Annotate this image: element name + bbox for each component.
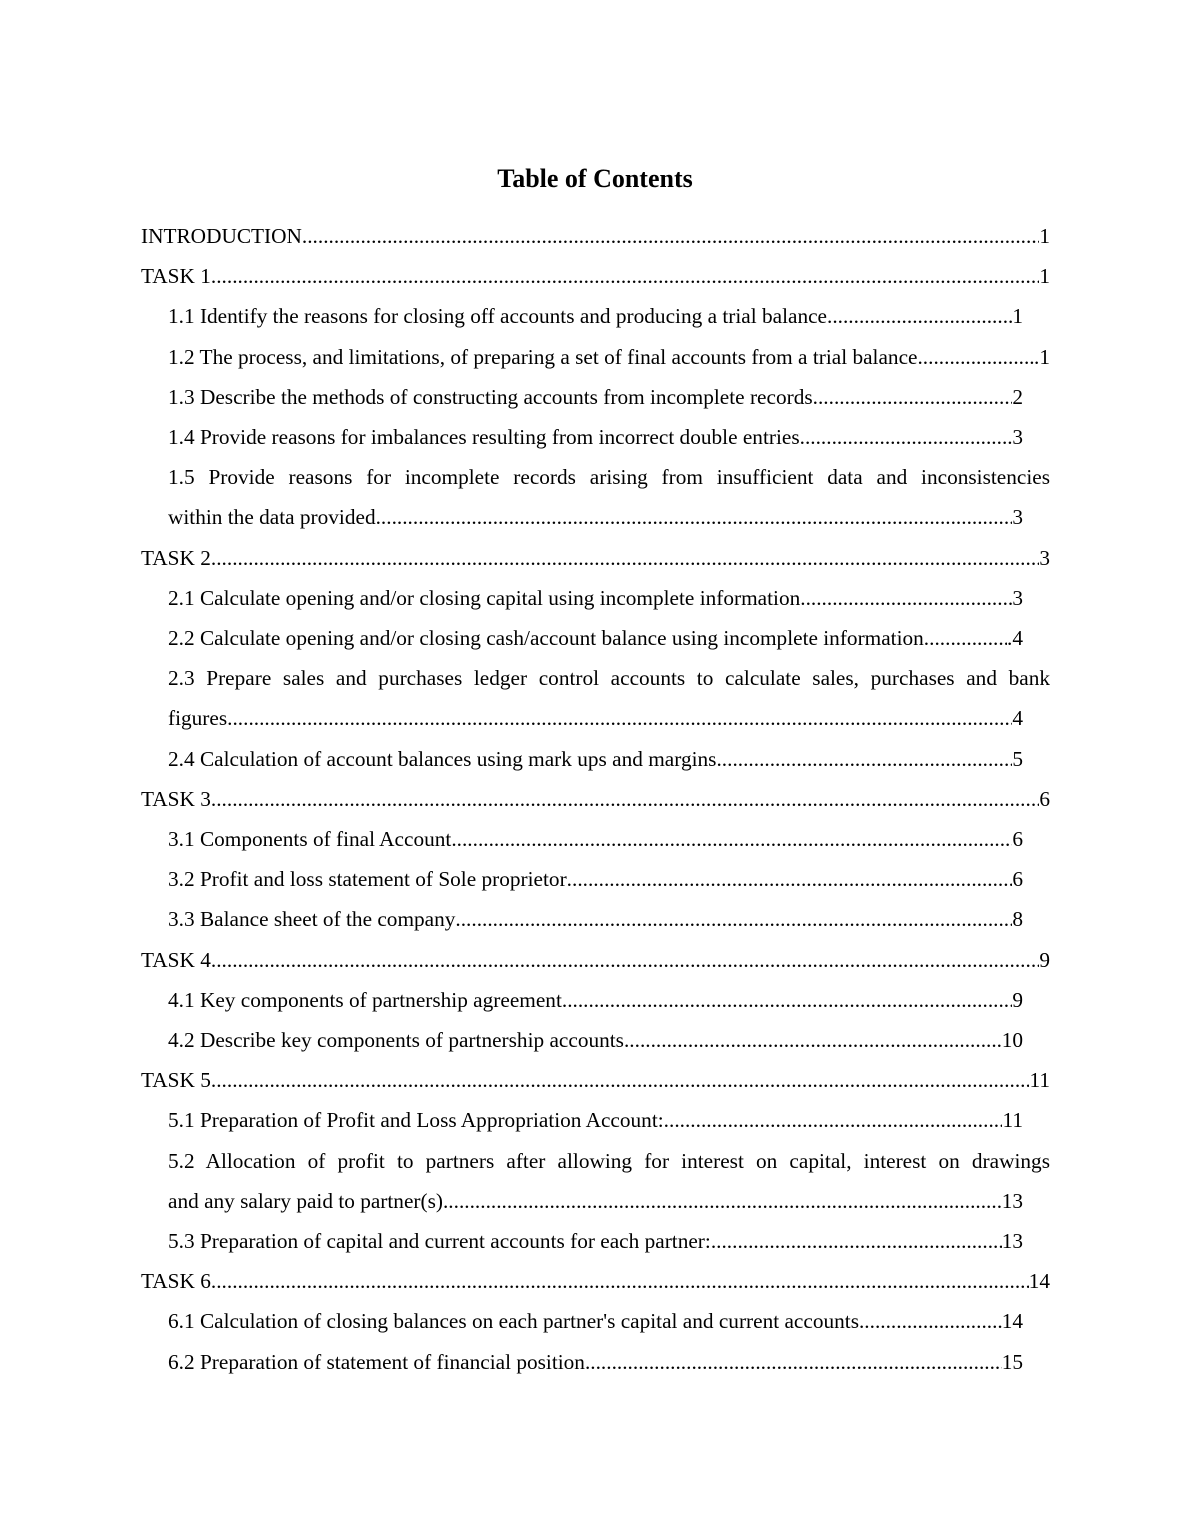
toc-entry-text: 1.1 Identify the reasons for closing off accounts and producing a trial balance: [168, 304, 827, 329]
toc-entry[interactable]: [168, 417, 1023, 457]
dot-leader: [859, 1301, 1002, 1341]
toc-entry-line: [141, 256, 1050, 296]
toc-entry-line: [168, 417, 1023, 457]
toc-entry-line: [168, 739, 1023, 779]
toc-entry[interactable]: [168, 899, 1023, 939]
toc-entry[interactable]: [168, 578, 1023, 618]
toc-entry[interactable]: [168, 1342, 1023, 1382]
toc-entry[interactable]: [168, 337, 1050, 377]
dot-leader: [455, 899, 1012, 939]
toc-entry-text: 1.2 The process, and limitations, of preparing a set of final accounts from a trial balance..: [168, 344, 929, 369]
dot-leader: [711, 1221, 1002, 1261]
toc-entry-page-number: 2: [1012, 384, 1023, 409]
toc-entry-page-number: 11: [1029, 1068, 1050, 1093]
toc-entry[interactable]: [168, 1100, 1023, 1140]
toc-entry-line: [168, 1342, 1023, 1382]
dot-leader: [211, 538, 1039, 578]
toc-entry-text: 4.1 Key components of partnership agreement: [168, 987, 562, 1012]
toc-entry[interactable]: [141, 216, 1050, 256]
toc-entry-text: 2.4 Calculation of account balances using mark ups and margins: [168, 746, 717, 771]
toc-entry-text: 3.1 Components of final Account: [168, 827, 452, 851]
dot-leader: [227, 698, 1012, 738]
toc-entry-page-number: 8: [1012, 907, 1023, 932]
toc-entry-line: [168, 377, 1023, 417]
toc-entry-page-number: 6: [1012, 867, 1023, 892]
toc-entry-line: [168, 1221, 1023, 1261]
toc-entry-page-number: 10: [1001, 1028, 1023, 1052]
toc-entry-page-number: 4: [1012, 706, 1023, 731]
dot-leader: [928, 337, 1034, 377]
toc-entry-line: [141, 1261, 1050, 1301]
toc-entry[interactable]: [168, 377, 1023, 417]
dot-leader: [211, 256, 1039, 296]
toc-entry-line: [168, 899, 1023, 939]
toc-entry-page-number: 3: [1039, 545, 1050, 570]
toc-entry-line: [168, 1020, 1023, 1060]
toc-title: Table of Contents: [497, 164, 693, 193]
toc-entry-page-number: 14: [1028, 1269, 1050, 1294]
toc-entry-page-number: 5: [1012, 746, 1023, 771]
toc-entry-line: [168, 1301, 1023, 1341]
toc-entry-text: TASK 4: [141, 947, 211, 972]
toc-entry-line: [141, 216, 1050, 256]
toc-entry-text: 3.2 Profit and loss statement of Sole proprietor: [168, 867, 567, 892]
toc-entry-page-number: 3: [1012, 505, 1023, 530]
dot-leader: [211, 1060, 1030, 1100]
toc-entry-text: 2.2 Calculate opening and/or closing cash/account balance using incomplete information.: [168, 626, 930, 650]
dot-leader: [211, 779, 1039, 819]
toc-entry-text: 3.3 Balance sheet of the company: [168, 907, 456, 932]
toc-entry-page-number: 3: [1012, 425, 1023, 449]
toc-entry-page-number: 1: [1039, 224, 1050, 248]
toc-entry[interactable]: [141, 779, 1050, 819]
toc-entry-page-number: .1: [1034, 344, 1050, 369]
toc-entry-page-number: 6: [1012, 827, 1023, 851]
dot-leader: [585, 1342, 1002, 1382]
toc-entry-line: [168, 1181, 1023, 1221]
toc-entry-text: TASK 3: [141, 786, 211, 811]
toc-entry-line: [168, 859, 1023, 899]
toc-entry-line: [168, 819, 1023, 859]
toc-entry-text: 6.1 Calculation of closing balances on each partner's capital and current accounts: [168, 1309, 859, 1334]
dot-leader: [800, 578, 1012, 618]
toc-entry-line: [168, 337, 1050, 377]
toc-entry-text: within the data provided: [168, 505, 376, 530]
toc-entry[interactable]: [168, 457, 1050, 537]
dot-leader: [562, 980, 1012, 1020]
toc-entry[interactable]: [168, 739, 1023, 779]
toc-entry[interactable]: [168, 618, 1023, 658]
dot-leader: [827, 296, 1012, 336]
dot-leader: [211, 1261, 1029, 1301]
toc-entry-text: 6.2 Preparation of statement of financial position: [168, 1349, 585, 1374]
toc-entry[interactable]: [141, 256, 1050, 296]
toc-entry-page-number: 14: [1001, 1309, 1023, 1334]
toc-entry-text: 1.4 Provide reasons for imbalances resulting from incorrect double entries: [168, 425, 800, 449]
dot-leader: [624, 1020, 1002, 1060]
toc-entry-text: INTRODUCTION: [141, 224, 302, 248]
toc-entry-text: 5.3 Preparation of capital and current accounts for each partner:: [168, 1229, 711, 1253]
toc-entry[interactable]: [168, 1141, 1050, 1221]
toc-entry[interactable]: [168, 980, 1023, 1020]
toc-entry-page-number: 13: [1001, 1229, 1023, 1253]
dot-leader: [716, 739, 1012, 779]
toc-entry[interactable]: [141, 940, 1050, 980]
toc-entry-text: 4.2 Describe key components of partnership accounts: [168, 1028, 624, 1052]
toc-entry[interactable]: [168, 658, 1050, 738]
toc-entry[interactable]: [141, 1261, 1050, 1301]
toc-entry[interactable]: [168, 1020, 1023, 1060]
dot-leader: [813, 377, 1013, 417]
toc-entry-text: TASK 6: [141, 1269, 211, 1294]
toc-entry-line: [141, 538, 1050, 578]
toc-entry-first-line: 1.5 Provide reasons for incomplete records arising from insufficient data and inconsistencies: [168, 465, 1050, 490]
toc-entry-line: [141, 1060, 1050, 1100]
dot-leader: [567, 859, 1013, 899]
toc-entry-page-number: 15: [1001, 1349, 1023, 1374]
toc-entry-line: [141, 779, 1050, 819]
toc-entry-page-number: .4: [1007, 626, 1023, 650]
toc-entry-line: [168, 1100, 1023, 1140]
dot-leader: [664, 1100, 1003, 1140]
toc-entry-text: 5.1 Preparation of Profit and Loss Appropriation Account:: [168, 1108, 664, 1133]
toc-entry-page-number: 3: [1012, 585, 1023, 610]
toc-entry-page-number: 13: [1001, 1188, 1023, 1213]
dot-leader: [211, 940, 1039, 980]
toc-entry-page-number: 9: [1012, 987, 1023, 1012]
toc-entry-text: figures: [168, 706, 228, 731]
toc-entry-page-number: 6: [1039, 786, 1050, 811]
toc-entry-text: TASK 2: [141, 545, 211, 570]
dot-leader: [376, 497, 1013, 537]
toc-entry-text: 1.3 Describe the methods of constructing accounts from incomplete records: [168, 384, 813, 409]
toc-entry-line: [168, 296, 1023, 336]
toc-entry[interactable]: [141, 538, 1050, 578]
toc-entry-line: [168, 980, 1023, 1020]
toc-entry[interactable]: [168, 296, 1023, 336]
toc-entry-line: [168, 618, 1023, 658]
dot-leader: [302, 216, 1039, 256]
toc-entry[interactable]: [168, 1301, 1023, 1341]
dot-leader: [443, 1181, 1002, 1221]
toc-entry-first-line: 5.2 Allocation of profit to partners after allowing for interest on capital, interest on drawings: [168, 1148, 1050, 1173]
toc-entry-page-number: 1: [1039, 264, 1050, 289]
toc-entry[interactable]: [168, 1221, 1023, 1261]
toc-entry-text: TASK 1: [141, 264, 211, 289]
dot-leader: [451, 819, 1012, 859]
toc-entry-page-number: 1: [1012, 304, 1023, 329]
toc-entry-line: [168, 497, 1023, 537]
toc-entry-text: TASK 5: [141, 1068, 211, 1093]
toc-entry-line: [168, 578, 1023, 618]
dot-leader: [800, 417, 1013, 457]
toc-entry[interactable]: [141, 1060, 1050, 1100]
toc-entry[interactable]: [168, 859, 1023, 899]
toc-entry-page-number: 9: [1039, 947, 1050, 972]
toc-entry-page-number: 11: [1002, 1108, 1023, 1133]
toc-entry-first-line: 2.3 Prepare sales and purchases ledger control accounts to calculate sales, purchases and bank: [168, 666, 1050, 691]
toc-entry[interactable]: [168, 819, 1023, 859]
toc-entry-text: and any salary paid to partner(s): [168, 1188, 443, 1213]
toc-entry-line: [141, 940, 1050, 980]
toc-entry-text: 2.1 Calculate opening and/or closing capital using incomplete information: [168, 585, 801, 610]
dot-leader: [929, 618, 1007, 658]
toc-entry-line: [168, 698, 1023, 738]
